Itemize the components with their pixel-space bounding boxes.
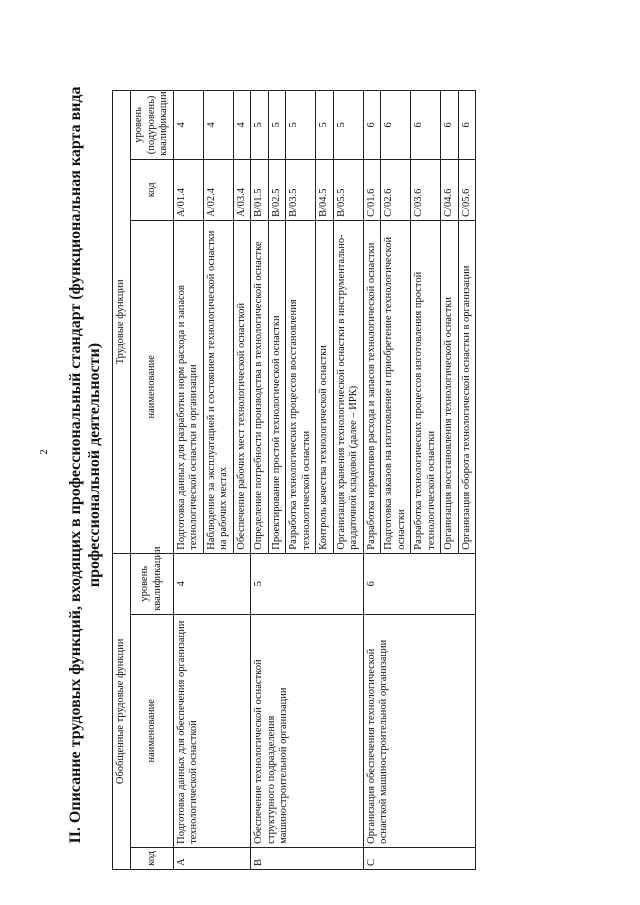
function-level: 6 — [411, 91, 441, 160]
function-level: 5 — [316, 91, 334, 160]
function-name: Обеспечение рабочих мест технологической оснасткой — [233, 220, 251, 553]
function-name: Проектирование простой технологической оснастки — [268, 220, 286, 553]
function-code: C/02.6 — [381, 159, 411, 220]
function-name: Подготовка заказов на изготовление и приобретение технологической оснастки — [381, 220, 411, 553]
group-code: C — [363, 847, 476, 869]
functional-map-table — [112, 90, 476, 870]
header-name-labor: наименование — [131, 220, 174, 553]
function-level: 6 — [381, 91, 411, 160]
function-level: 5 — [268, 91, 286, 160]
function-name: Организация оборота технологической оснастки в организации — [458, 220, 476, 553]
function-code: A/02.4 — [203, 159, 233, 220]
function-level: 6 — [363, 91, 381, 160]
group-level: 4 — [173, 553, 251, 614]
function-name: Определение потребности производства в технологической оснастке — [251, 220, 269, 553]
document-page-rotated — [64, 50, 624, 880]
function-code: B/04.5 — [316, 159, 334, 220]
function-name: Организация хранения технологической оснастки в инструментально-раздаточной кладовой (далее – ИРК) — [333, 220, 363, 553]
function-name: Наблюдение за эксплуатацией и состоянием технологической оснастки на рабочих местах — [203, 220, 233, 553]
table-row — [173, 91, 203, 870]
function-code: B/05.5 — [333, 159, 363, 220]
function-name: Подготовка данных для разработки норм расхода и запасов технологической оснастки в организации — [173, 220, 203, 553]
function-code: A/01.4 — [173, 159, 203, 220]
function-code: C/04.6 — [441, 159, 459, 220]
function-level: 5 — [333, 91, 363, 160]
table-row — [363, 91, 381, 870]
table-row — [251, 91, 269, 870]
group-level: 6 — [363, 553, 476, 614]
page-number: 2 — [38, 449, 50, 455]
function-level: 4 — [203, 91, 233, 160]
group-code: B — [251, 847, 364, 869]
function-code: C/03.6 — [411, 159, 441, 220]
group-name: Подготовка данных для обеспечения организации технологической оснасткой — [173, 614, 251, 847]
function-code: B/01.5 — [251, 159, 269, 220]
function-code: C/05.6 — [458, 159, 476, 220]
header-level: уровень квалификации — [131, 553, 174, 614]
function-code: B/02.5 — [268, 159, 286, 220]
function-name: Разработка технологических процессов изготовления простой технологической оснастки — [411, 220, 441, 553]
function-name: Контроль качества технологической оснастки — [316, 220, 334, 553]
group-name: Обеспечение технологической оснасткой структурного подразделения машиностроительной организации — [251, 614, 364, 847]
function-name: Разработка технологических процессов восстановления технологической оснастки — [286, 220, 316, 553]
function-name: Разработка нормативов расхода и запасов технологической оснастки — [363, 220, 381, 553]
function-name: Организация восстановления технологической оснастки — [441, 220, 459, 553]
function-level: 6 — [458, 91, 476, 160]
header-generalized: Обобщенные трудовые функции — [113, 553, 131, 869]
header-sublevel: уровень (подуровень) квалификации — [131, 91, 174, 160]
function-level: 6 — [441, 91, 459, 160]
header-code: код — [131, 847, 174, 869]
function-code: B/03.5 — [286, 159, 316, 220]
header-code-labor: код — [131, 159, 174, 220]
group-level: 5 — [251, 553, 364, 614]
group-name: Организация обеспечения технологической оснасткой машиностроительной организации — [363, 614, 476, 847]
function-level: 5 — [251, 91, 269, 160]
group-code: A — [173, 847, 251, 869]
page-title: II. Описание трудовых функций, входящих в профессиональный стандарт (функциональная карта вида профессиональной деятельности) — [67, 86, 103, 844]
function-level: 5 — [286, 91, 316, 160]
function-level: 4 — [233, 91, 251, 160]
function-code: C/01.6 — [363, 159, 381, 220]
header-labor: Трудовые функции — [113, 91, 131, 554]
function-code: A/03.4 — [233, 159, 251, 220]
header-name: наименование — [131, 614, 174, 847]
function-level: 4 — [173, 91, 203, 160]
